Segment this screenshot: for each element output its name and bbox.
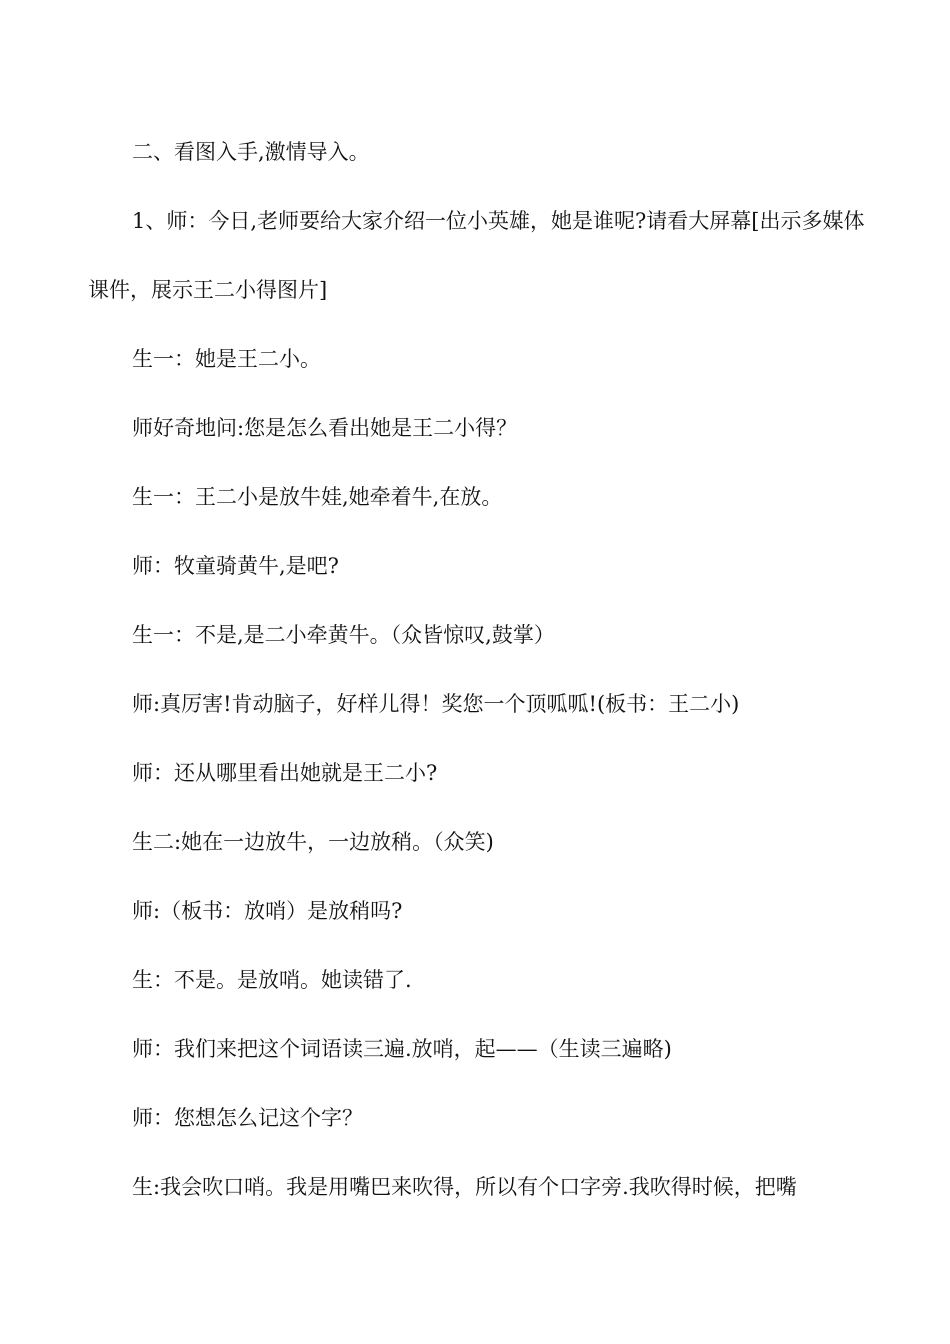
paragraph-dialogue: 师好奇地问:您是怎么看出她是王二小得？ — [132, 416, 518, 440]
section-heading: 二、看图入手,激情导入。 — [132, 140, 370, 164]
paragraph-dialogue: 师：我们来把这个词语读三遍.放哨，起——（生读三遍略) — [132, 1037, 672, 1061]
paragraph-dialogue: 生：不是。是放哨。她读错了. — [132, 968, 412, 992]
paragraph-dialogue: 师:真厉害!肯动脑子，好样儿得！奖您一个顶呱呱!(板书：王二小) — [132, 692, 740, 716]
paragraph-dialogue: 师:（板书：放哨）是放稍吗? — [132, 899, 403, 923]
paragraph-dialogue: 生:我会吹口哨。我是用嘴巴来吹得，所以有个口字旁.我吹得时候，把嘴 — [132, 1175, 797, 1199]
paragraph-dialogue: 生一：她是王二小。 — [132, 347, 321, 371]
paragraph-dialogue: 师：还从哪里看出她就是王二小? — [132, 761, 438, 785]
paragraph-dialogue: 师：您想怎么记这个字？ — [132, 1106, 363, 1130]
paragraph-dialogue: 生一：王二小是放牛娃,她牵着牛,在放。 — [132, 485, 503, 509]
paragraph-teacher-intro: 1、师：今日,老师要给大家介绍一位小英雄，她是谁呢?请看大屏幕[出示多媒体课件，展示王二小得图片] — [88, 209, 865, 302]
paragraph-dialogue: 生一：不是,是二小牵黄牛。（众皆惊叹,鼓掌） — [132, 623, 555, 647]
paragraph-dialogue: 生二:她在一边放牛，一边放稍。（众笑) — [132, 830, 494, 854]
paragraph-dialogue: 师：牧童骑黄牛,是吧? — [132, 554, 339, 578]
